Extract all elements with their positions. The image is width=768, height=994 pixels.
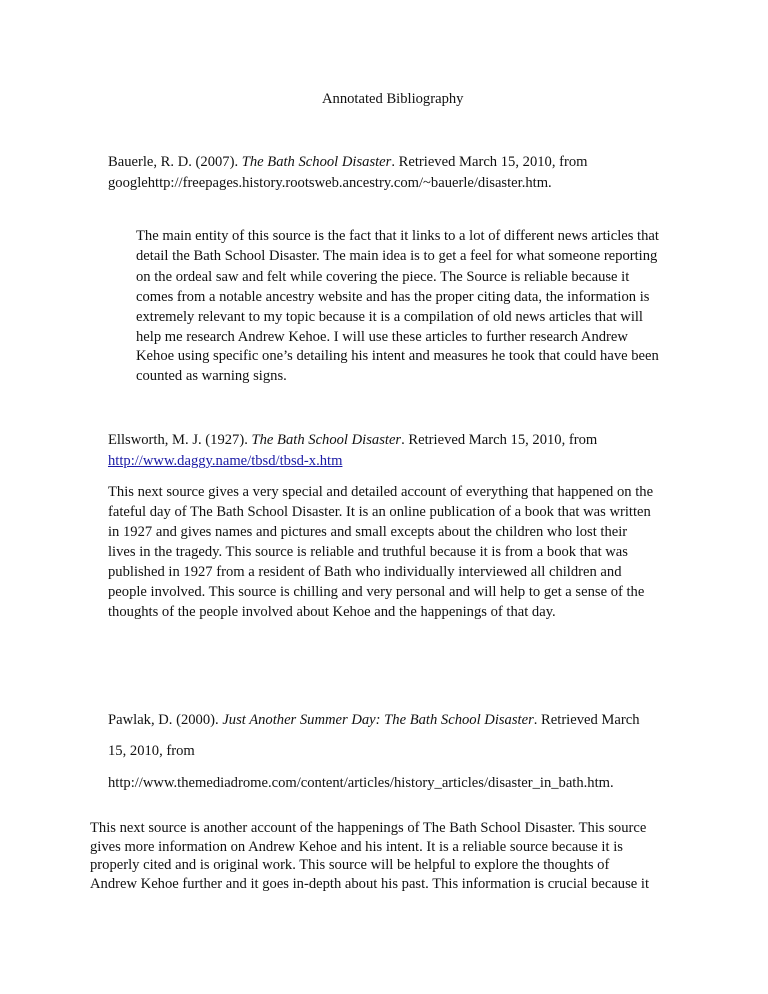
annotation-line: The main entity of this source is the fact that it links to a lot of different news articles that [136,228,659,244]
annotation-line: This next source is another account of the happenings of The Bath School Disaster. This source [90,820,647,836]
citation-author: Bauerle, R. D. (2007). [108,154,242,170]
citation-title: The Bath School Disaster [241,154,392,170]
annotation-line: thoughts of the people involved about Kehoe and the happenings of that day. [108,604,556,620]
annotation-line: on the ordeal saw and felt while covering the piece. The Source is reliable because it [136,269,630,285]
citation-retrieved: . Retrieved March 15, 2010, from [401,432,598,448]
citation-url: googlehttp://freepages.history.rootsweb.ancestry.com/~bauerle/disaster.htm. [108,175,552,191]
citation-retrieved: . Retrieved March [533,712,640,728]
citation-pawlak [108,713,640,728]
annotation-line: This next source gives a very special and detailed account of everything that happened on the [108,484,654,500]
citation-ellsworth [108,433,597,448]
annotation-line: help me research Andrew Kehoe. I will use these articles to further research Andrew [136,329,628,345]
citation-author: Ellsworth, M. J. (1927). [108,432,252,448]
citation-title: The Bath School Disaster [251,432,402,448]
citation-retrieved: . Retrieved March 15, 2010, from [391,154,588,170]
annotation-line: detail the Bath School Disaster. The main idea is to get a feel for what someone reporting [136,248,658,264]
annotation-line: fateful day of The Bath School Disaster. It is an online publication of a book that was written [108,504,651,520]
annotation-line: published in 1927 from a resident of Bath who individually interviewed all children and [108,564,622,580]
annotation-line: Kehoe using specific one’s detailing his intent and measures he took that could have been [136,348,659,364]
annotation-line: lives in the tragedy. This source is reliable and truthful because it is from a book that was [108,544,628,560]
citation-author: Pawlak, D. (2000). [108,712,223,728]
citation-url: http://www.themediadrome.com/content/articles/history_articles/disaster_in_bath.htm. [108,775,614,791]
page-title: Annotated Bibliography [322,91,464,107]
annotation-line: extremely relevant to my topic because it is a compilation of old news articles that will [136,309,643,325]
annotation-line: Andrew Kehoe further and it goes in-depth about his past. This information is crucial because it [90,876,650,892]
citation-link[interactable]: http://www.daggy.name/tbsd/tbsd-x.htm [108,453,343,469]
citation-title: Just Another Summer Day: The Bath School Disaster [222,712,534,728]
annotation-line: comes from a notable ancestry website and has the proper citing data, the information is [136,289,650,305]
annotation-line: counted as warning signs. [136,368,287,384]
annotation-line: gives more information on Andrew Kehoe and his intent. It is a reliable source because it is [90,839,623,855]
citation-retrieved-cont: 15, 2010, from [108,743,195,759]
annotation-line: properly cited and is original work. This source will be helpful to explore the thoughts of [90,857,610,873]
citation-bauerle [108,155,588,170]
annotation-line: in 1927 and gives names and pictures and small excepts about the children who lost their [108,524,628,540]
annotation-line: people involved. This source is chilling and very personal and will help to get a sense of the [108,584,645,600]
